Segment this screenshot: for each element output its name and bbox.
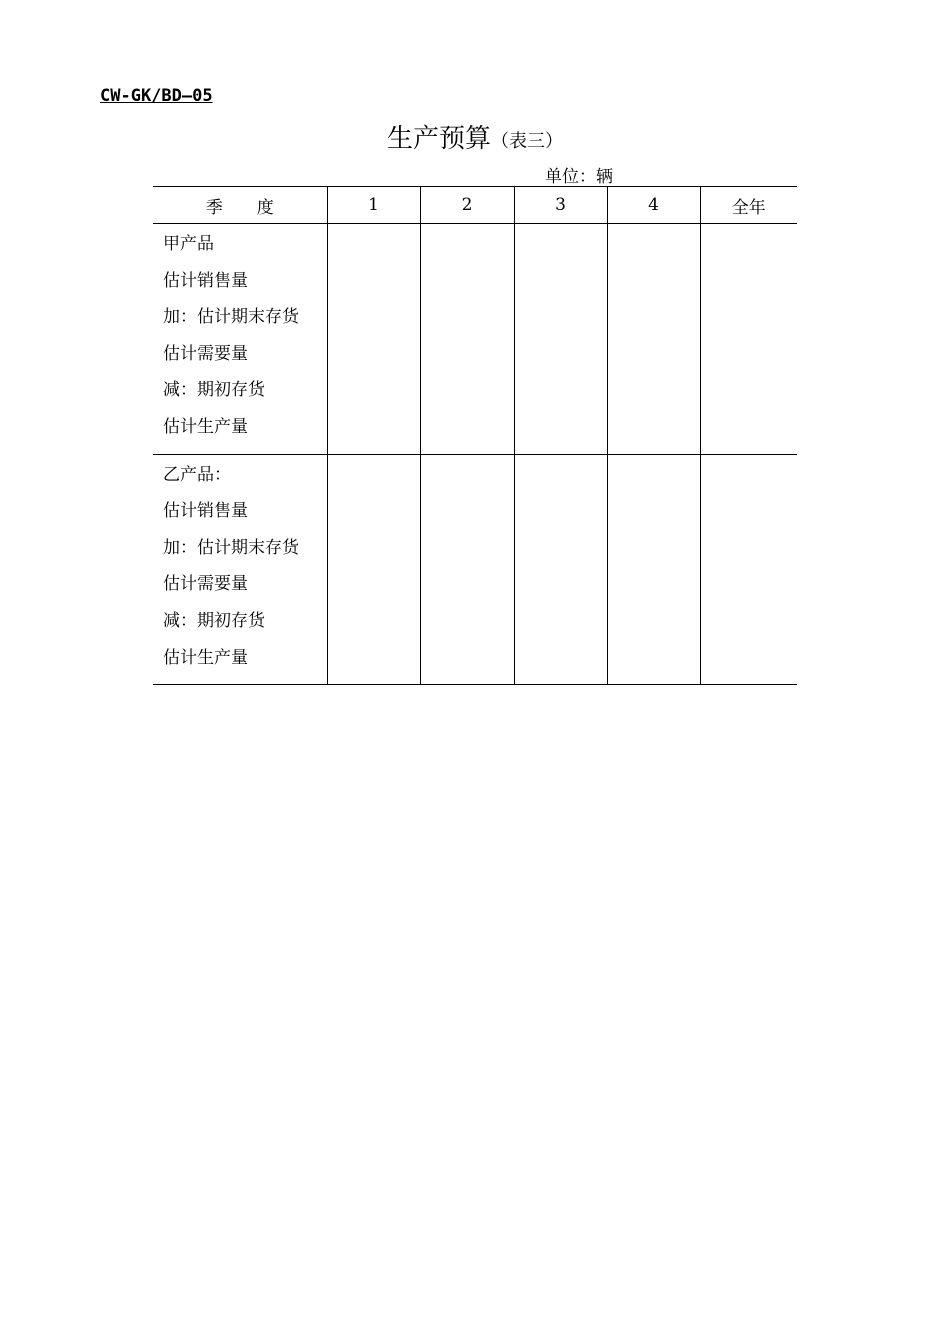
list-item: 估计销售量: [163, 501, 248, 522]
list-item: 估计生产量: [163, 416, 248, 437]
list-item: 加：估计期末存货: [163, 307, 299, 328]
product-b-q4-cell[interactable]: [607, 454, 700, 685]
product-a-q2-cell[interactable]: [420, 224, 514, 455]
product-a-items-cell: [153, 224, 327, 455]
header-q1: 1: [327, 187, 420, 224]
list-item: 乙产品：: [163, 464, 231, 485]
list-item: 甲产品: [163, 234, 214, 254]
title-subtitle: （表三）: [491, 131, 563, 152]
unit-label: 单位：辆: [545, 167, 613, 187]
title-main: 生产预算: [386, 124, 491, 154]
production-budget-table: [153, 186, 797, 685]
header-q3: 3: [514, 187, 607, 224]
product-b-q1-cell[interactable]: [327, 454, 420, 685]
header-season: 季 度: [153, 187, 327, 224]
list-item: 估计销售量: [163, 270, 248, 291]
list-item: 减：期初存货: [163, 380, 265, 401]
product-b-group: [153, 454, 797, 685]
product-a-group: [153, 224, 797, 455]
header-q2: 2: [420, 187, 514, 224]
table-row: [153, 224, 797, 455]
product-b-q2-cell[interactable]: [420, 454, 514, 685]
document-code: CW-GK/BD—05: [100, 86, 213, 106]
product-a-q4-cell[interactable]: [607, 224, 700, 455]
page-title: [0, 118, 950, 155]
product-a-q1-cell[interactable]: [327, 224, 420, 455]
product-b-full-year-cell[interactable]: [700, 454, 797, 685]
list-item: 减：期初存货: [163, 610, 265, 631]
header-full-year: 全年: [700, 187, 797, 224]
product-b-q3-cell[interactable]: [514, 454, 607, 685]
product-a-q3-cell[interactable]: [514, 224, 607, 455]
table-header-row: [153, 187, 797, 224]
list-item: 估计需要量: [163, 343, 248, 364]
list-item: 估计需要量: [163, 574, 248, 595]
product-b-items-cell: [153, 454, 327, 685]
list-item: 加：估计期末存货: [163, 537, 299, 558]
table-row: [153, 454, 797, 685]
list-item: 估计生产量: [163, 647, 248, 668]
header-q4: 4: [607, 187, 700, 224]
product-a-full-year-cell[interactable]: [700, 224, 797, 455]
